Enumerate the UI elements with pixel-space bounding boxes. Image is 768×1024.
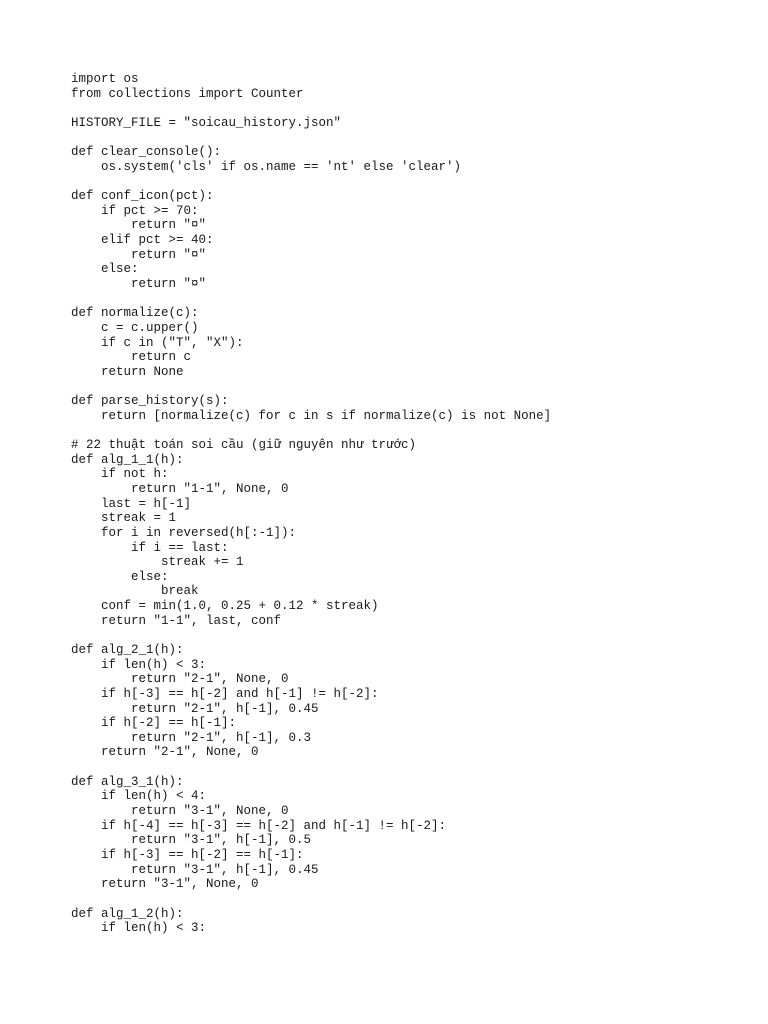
code-line: return "2-1", h[-1], 0.45 [71,701,319,716]
code-line [71,760,551,775]
code-line: return "¤" [71,276,207,291]
code-line: def alg_2_1(h): [71,642,184,657]
code-line: return "¤" [71,218,207,233]
code-line: return "3-1", h[-1], 0.5 [71,833,312,848]
code-line: return "3-1", h[-1], 0.45 [71,862,319,877]
code-line: if i == last: [71,540,229,555]
code-line: return "1-1", None, 0 [71,481,289,496]
code-line: import os [71,72,139,86]
code-line: return c [71,350,192,365]
code-line: return "2-1", None, 0 [71,745,259,760]
code-line: return "2-1", None, 0 [71,672,289,687]
code-line: if c in ("T", "X"): [71,335,244,350]
code-line: from collections import Counter [71,86,304,101]
code-line: break [71,584,199,599]
code-line: last = h[-1] [71,496,192,511]
code-line: def conf_icon(pct): [71,189,214,204]
code-line [71,174,551,189]
code-line: return None [71,364,184,379]
code-line: return [normalize(c) for c in s if normalize(c) is not None] [71,408,552,423]
code-line [71,423,551,438]
code-line [71,379,551,394]
code-line: else: [71,262,139,277]
code-line: def normalize(c): [71,306,199,321]
code-line: return "¤" [71,247,207,262]
code-line: # 22 thuật toán soi cầu (giữ nguyên như trước) [71,438,417,453]
code-line: else: [71,569,169,584]
code-line: def parse_history(s): [71,394,229,409]
code-line: if len(h) < 3: [71,921,207,936]
code-line: return "2-1", h[-1], 0.3 [71,730,312,745]
code-line: streak = 1 [71,511,177,526]
code-block [71,72,551,936]
code-line: def alg_1_1(h): [71,452,184,467]
code-line: if len(h) < 3: [71,657,207,672]
code-line: def alg_3_1(h): [71,774,184,789]
code-line: if h[-2] == h[-1]: [71,716,237,731]
code-line: for i in reversed(h[:-1]): [71,525,297,540]
code-line: os.system('cls' if os.name == 'nt' else 'clear') [71,159,462,174]
code-line: c = c.upper() [71,320,199,335]
code-line: def clear_console(): [71,145,222,160]
code-line: return "1-1", last, conf [71,613,282,628]
code-line: elif pct >= 40: [71,233,214,248]
code-line: if not h: [71,467,169,482]
code-line: if h[-3] == h[-2] and h[-1] != h[-2]: [71,686,379,701]
code-line: def alg_1_2(h): [71,906,184,921]
code-line: if len(h) < 4: [71,789,207,804]
code-line: if h[-3] == h[-2] == h[-1]: [71,847,304,862]
code-line [71,628,551,643]
code-line: return "3-1", None, 0 [71,877,259,892]
code-line: return "3-1", None, 0 [71,804,289,819]
code-line: streak += 1 [71,555,244,570]
code-line [71,292,551,307]
code-line [71,131,551,146]
code-line [71,892,551,907]
code-line: conf = min(1.0, 0.25 + 0.12 * streak) [71,599,379,614]
code-line [71,101,551,116]
code-line: HISTORY_FILE = "soicau_history.json" [71,115,342,130]
code-line: if pct >= 70: [71,203,199,218]
code-line: if h[-4] == h[-3] == h[-2] and h[-1] != h[-2]: [71,818,447,833]
